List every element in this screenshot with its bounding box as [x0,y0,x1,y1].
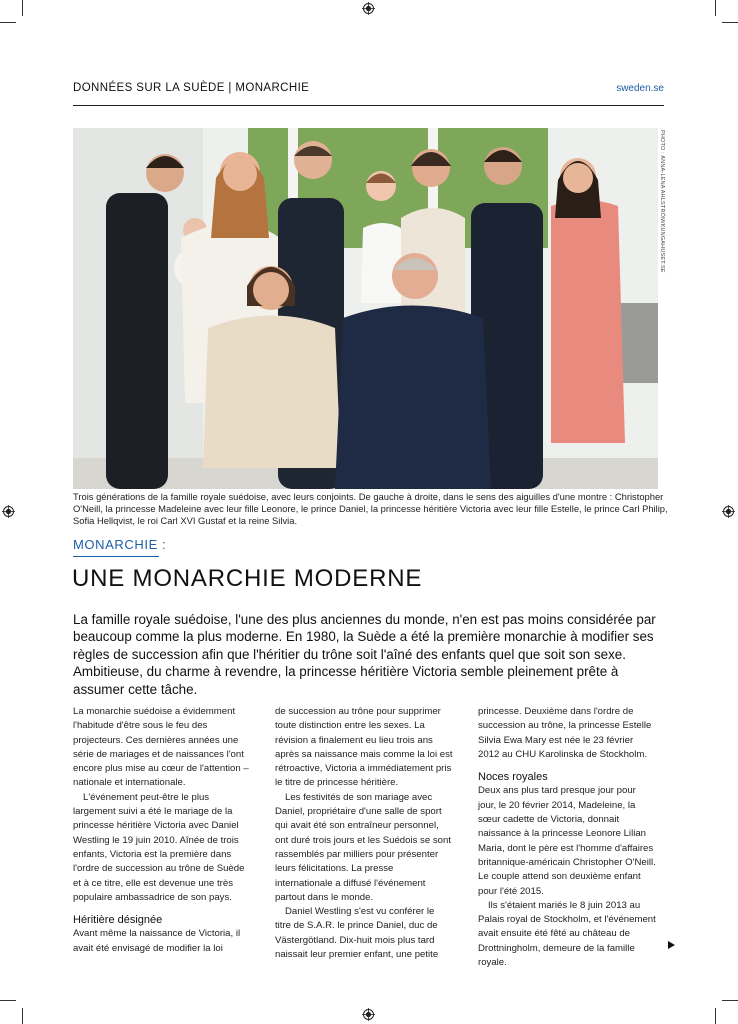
family-photo-illustration [73,128,658,489]
lead-paragraph: La famille royale suédoise, l'une des plus anciennes du monde, n'en est pas moins considérée par beaucoup comme la plus moderne. En 1980, la Suède a été la première monarchie à modifier ses règles de succession afin que l'héritier du trône soit l'aîné des enfants quel que soit son sexe. Ambitieuse, du charme à revendre, la princesse héritière Victoria semble pleinement prête à assumer cette tâche. [73,612,656,697]
text-column-3 [478,705,656,970]
header-rule [73,105,664,106]
paragraph: Daniel Westling s'est vu conférer le titre de S.A.R. le prince Daniel, duc de Västergötland. Dix-huit mois plus tard naissait leur premier enfant, une petite [275,906,439,961]
crop-mark [0,22,16,23]
text-column-2 [275,705,453,962]
text-column-1 [73,705,251,956]
registration-mark-icon [722,505,735,518]
paragraph: Ils s'étaient mariés le 8 juin 2013 au Palais royal de Stockholm, et l'événement avait ensuite été fêté au château de Drottningholm, demeure de la famille royale. [478,899,656,969]
crop-mark [722,1000,738,1001]
subheading: Noces royales [478,771,548,784]
crop-mark [0,1000,16,1001]
running-header [73,82,664,100]
crop-mark [715,1008,716,1024]
paragraph: Les festivités de son mariage avec Daniel, propriétaire d'une salle de sport qui avait été son entraîneur personnel, ont duré trois jours et les Suédois se sont rassemblés par milliers pour présenter leurs félicitations. La presse internationale a diffusé l'événement partout dans le monde. [275,791,451,903]
section-label: DONNÉES SUR LA SUÈDE | MONARCHIE [73,82,310,94]
registration-mark-icon [2,505,15,518]
crop-mark [22,1008,23,1024]
paragraph: La monarchie suédoise a évidemment l'habitude d'être sous le feu des projecteurs. Ces dernières années une série de mariages et de naissances l'ont encore plus mise au cœur de l'attention – nationale et internationale. [73,706,249,789]
photo-caption: Trois générations de la famille royale suédoise, avec leurs conjoints. De gauche à droite, dans le sens des aiguilles d'une montre : Christopher O'Neill, la princesse Madeleine avec leur fille Leonore, le prince Daniel, la princesse héritière Victoria avec leur fille Estelle, le prince Carl Philip, Sofia Hellqvist, le roi Carl XVI Gustaf et la reine Silvia. [73,491,668,526]
paragraph: de succession au trône pour supprimer toute distinction entre les sexes. La révision a finalement eu lieu trois ans après sa naissance mais comme la loi est rétroactive, Victoria a immédiatement pris le titre de princesse héritière. [275,706,453,789]
paragraph: Avant même la naissance de Victoria, il avait été envisagé de modifier la loi [73,928,241,954]
paragraph: Deux ans plus tard presque jour pour jour, le 20 février 2014, Madeleine, la sœur cadette de Victoria, donnait naissance à la princesse Leonore Lilian Maria, dont le père est l'homme d'affaires britannique-américain Christopher O'Neill. Le couple attend son deuxième enfant pour l'été 2015. [478,785,656,897]
article-title: UNE MONARCHIE MODERNE [72,565,423,592]
crop-mark [22,0,23,16]
crop-mark [722,22,738,23]
royal-family-photo [73,128,658,489]
crop-mark [715,0,716,16]
section-kicker: MONARCHIE : [73,537,167,552]
paragraph: L'événement peut-être le plus largement suivi a été le mariage de la princesse héritière Victoria avec Daniel Westling le 19 juin 2010. Aînée de trois enfants, Victoria est la première dans l'ordre de succession au trône de Suède et à ce titre, elle est devenue une très populaire ambassadrice de son pays. [73,791,245,903]
subheading: Héritière désignée [73,914,163,927]
continue-arrow-icon [668,941,675,949]
photo-credit: PHOTO : ANNA-LENA AHLSTRÖM/KUNGAHUSET.SE [659,130,665,273]
registration-mark-icon [362,2,375,15]
registration-mark-icon [362,1008,375,1021]
site-link[interactable]: sweden.se [616,83,664,94]
paragraph: princesse. Deuxième dans l'ordre de succession au trône, la princesse Estelle Silvia Ewa Mary est née le 23 février 2012 au CHU Karolinska de Stockholm. [478,706,652,760]
kicker-underline [73,556,159,557]
